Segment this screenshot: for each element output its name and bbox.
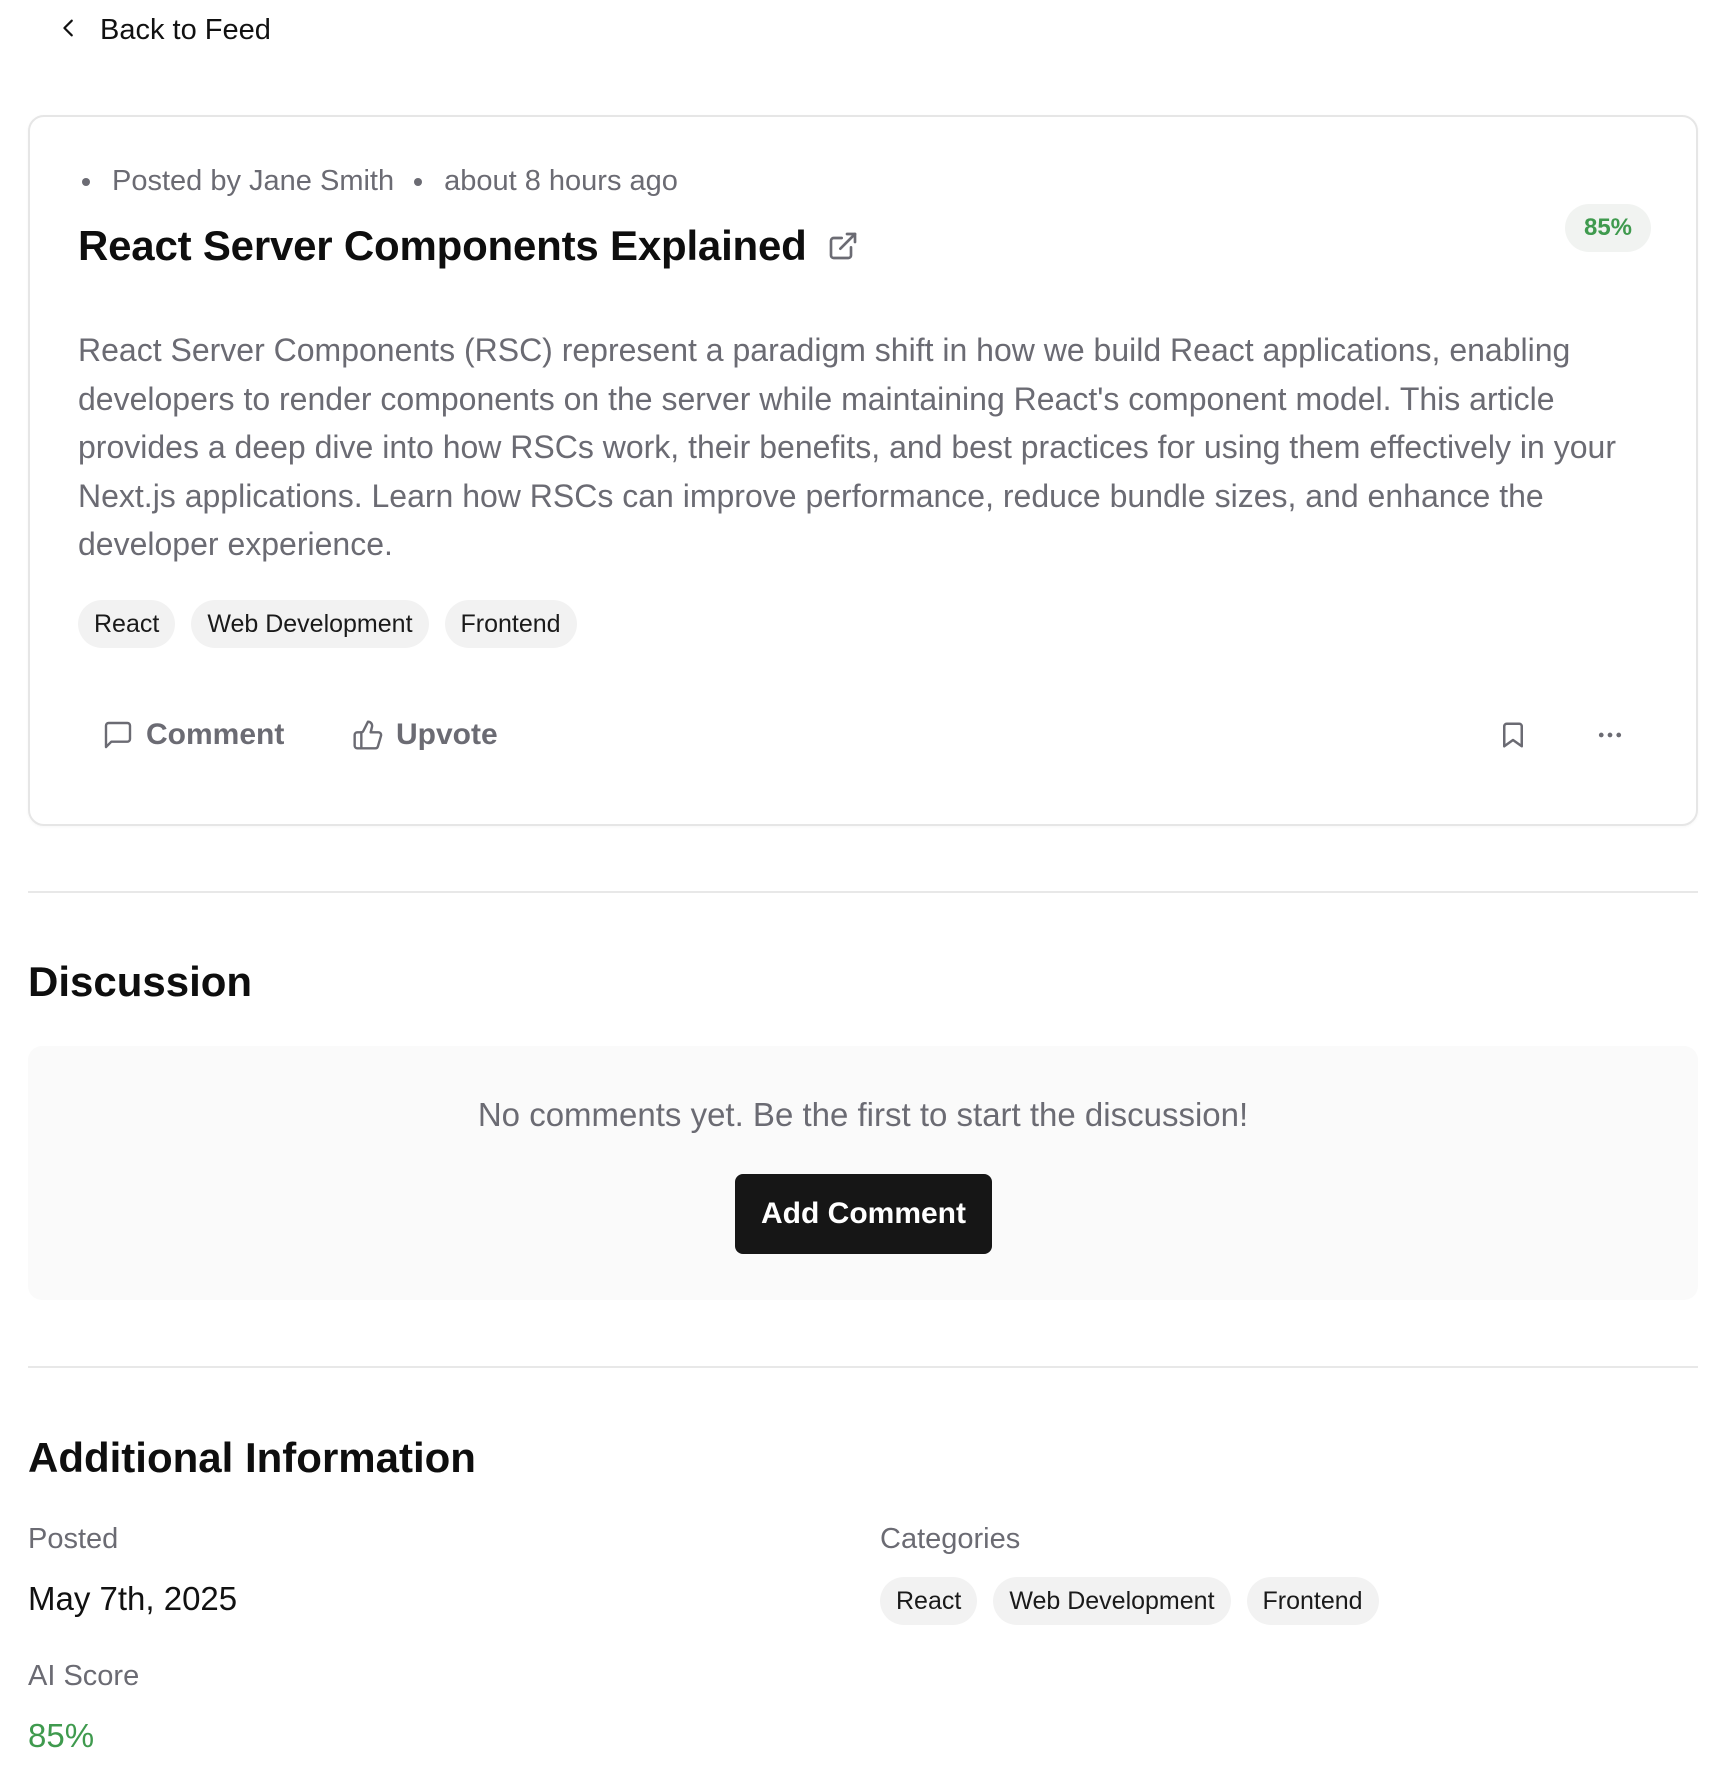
upvote-label: Upvote [396,718,498,751]
post-title-row [78,222,859,270]
category-chip[interactable]: React [880,1577,977,1625]
ai-score-label: AI Score [28,1660,140,1692]
bookmark-button[interactable] [1490,712,1536,758]
ai-score-badge: 85% [1565,204,1651,252]
post-title: React Server Components Explained [78,222,807,269]
back-to-feed-label: Back to Feed [100,13,271,46]
add-comment-button[interactable]: Add Comment [735,1174,992,1254]
category-chip[interactable]: Frontend [1247,1577,1379,1625]
tag-chip[interactable]: React [78,600,175,648]
posted-date: May 7th, 2025 [28,1580,238,1617]
comment-label: Comment [146,718,285,751]
bullet-icon [414,178,422,186]
post-meta [78,165,678,198]
posted-label: Posted [28,1523,119,1555]
tag-chip[interactable]: Web Development [191,600,428,648]
post-tags [78,600,577,648]
bullet-icon [82,178,90,186]
external-link-icon[interactable] [827,230,859,262]
post-time: about 8 hours ago [444,165,678,197]
empty-discussion-panel [28,1046,1698,1300]
section-divider [28,1366,1698,1368]
ai-score-value: 85% [28,1717,95,1754]
comment-button[interactable] [102,710,284,760]
bookmark-icon [1498,720,1528,750]
additional-info-heading: Additional Information [28,1434,476,1481]
more-horizontal-icon [1595,720,1625,750]
categories-label: Categories [880,1523,1021,1555]
chevron-left-icon [58,14,80,47]
thumbs-up-icon [352,719,384,751]
discussion-heading: Discussion [28,958,253,1005]
post-author: Posted by Jane Smith [112,165,395,197]
section-divider [28,891,1698,893]
empty-discussion-text: No comments yet. Be the first to start the discussion! [477,1096,1249,1133]
tag-chip[interactable]: Frontend [445,600,577,648]
category-tags [880,1577,1379,1625]
upvote-button[interactable] [352,710,498,760]
back-to-feed-link[interactable] [58,10,271,50]
post-summary: React Server Components (RSC) represent a paradigm shift in how we build React applications, enabling developers to render components on the server while maintaining React's component model. This article provides a deep dive into how RSCs work, their benefits, and best practices for using them effectively in your Next.js applications. Learn how RSCs can improve performance, reduce bundle sizes, and enhance the developer experience. [78,332,1616,562]
message-square-icon [102,719,134,751]
more-options-button[interactable] [1587,712,1633,758]
category-chip[interactable]: Web Development [993,1577,1230,1625]
